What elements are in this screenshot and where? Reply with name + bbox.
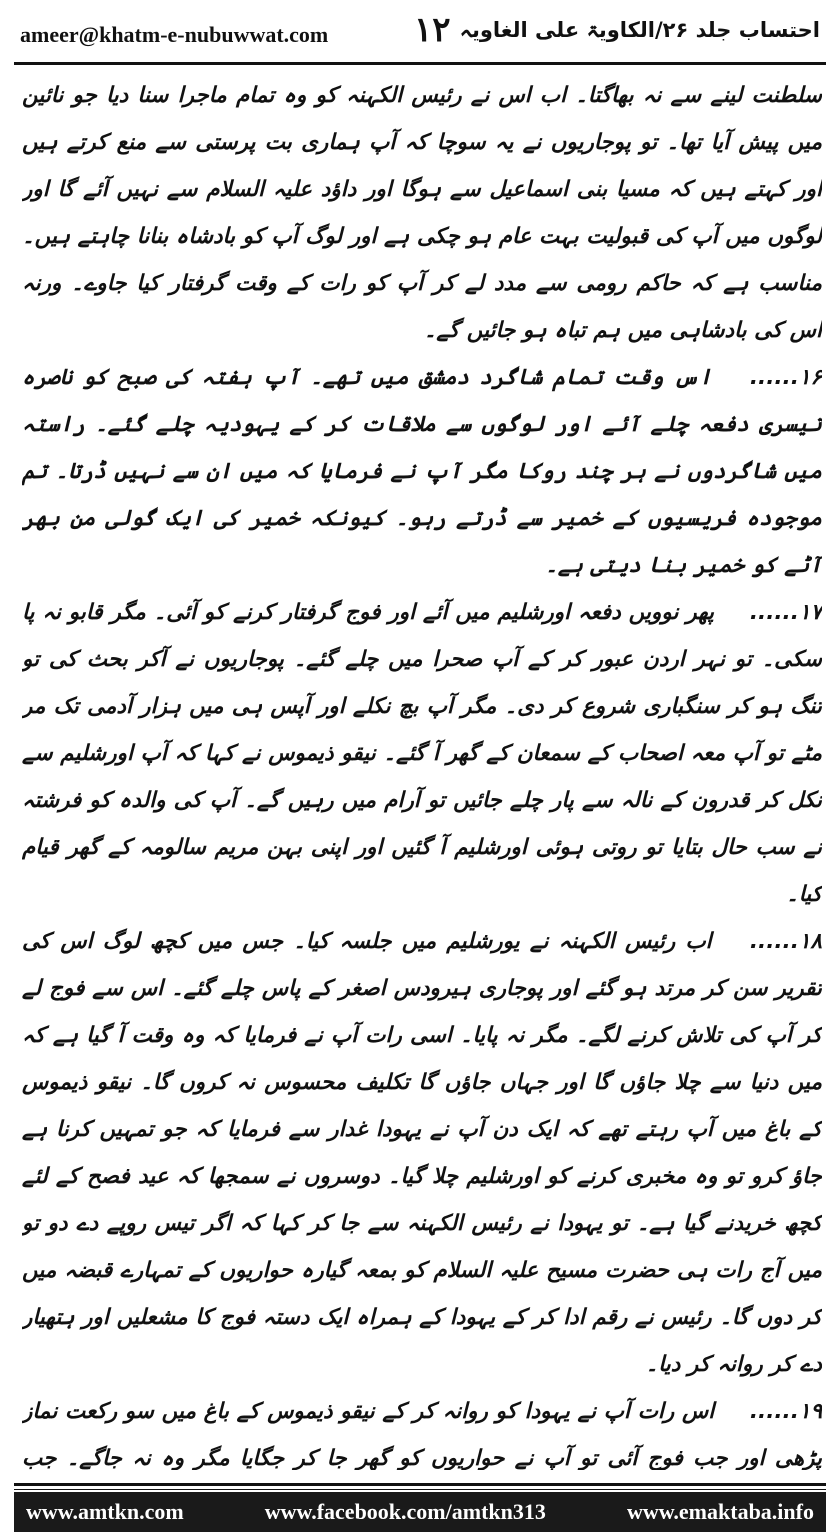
- paragraph-number: ۱۸......: [749, 929, 822, 954]
- book-title: احتساب جلد ۲۶/الکاویۃ علی الغاویہ: [459, 18, 820, 42]
- header-rule: [14, 62, 826, 65]
- paragraph: [22, 1388, 822, 1470]
- paragraph-text: اب رئیس الکہنہ نے یورشلیم میں جلسہ کیا۔ جس میں کچھ لوگ اس کی تقریر سن کر مرتد ہو گئے اور پوجاری ہیرودس اصغر کے پاس چلے گئے۔ اس سے فوج لے کر آپ کی تلاش کرنے لگے۔ مگر نہ پایا۔ اسی رات آپ نے فرمایا کہ وہ وقت آ گیا ہے کہ میں دنیا سے چلا جاؤں گا اور جہاں جاؤں گا تکلیف محسوس نہ کروں گا۔ نیقو ذیموس کے باغ میں آپ رہتے تھے کہ ایک دن آپ نے یہودا غدار سے فرمایا کہ جو تمہیں کرنا ہے جاؤ کرو تو وہ مخبری کرنے کو اورشلیم چلا گیا۔ دوسروں نے سمجھا کہ عید فصح کے لئے کچھ خریدنے گیا ہے۔ تو یہودا نے رئیس الکہنہ سے جا کر کہا کہ اگر تیس روپے دے دو تو میں آج رات ہی حضرت مسیح علیہ السلام کو بمعہ گیارہ حواریوں کے تمہارے قبضہ میں کر دوں گا۔ رئیس نے رقم ادا کر کے یہودا کے ہمراہ ایک دستہ فوج کا مشعلیں اور ہتھیار دے کر روانہ کر دیا۔: [22, 929, 822, 1377]
- body-text: [22, 72, 822, 1470]
- paragraph-number: ۱۶......: [749, 365, 822, 390]
- page-footer: [14, 1492, 826, 1532]
- paragraph-text: سلطنت لینے سے نہ بھاگتا۔ اب اس نے رئیس الکہنہ کو وہ تمام ماجرا سنا دیا جو نائین میں پیش آیا تھا۔ تو پوجاریوں نے یہ سوچا کہ آپ ہماری بت پرستی سے منع کرتے ہیں اور کہتے ہیں کہ مسیا بنی اسماعیل سے ہوگا اور داؤد علیہ السلام سے نہیں آئے گا اور لوگوں میں آپ کی قبولیت بہت عام ہو چکی ہے اور لوگ آپ کو بادشاہ بنانا چاہتے ہیں۔ مناسب ہے کہ حاکم رومی سے مدد لے کر آپ کو رات کے وقت گرفتار کیا جاوے۔ ورنہ اس کی بادشاہی میں ہم تباہ ہو جائیں گے۔: [22, 83, 822, 343]
- footer-link-emaktaba[interactable]: www.emaktaba.info: [626, 1499, 814, 1524]
- paragraph-text: پھر نوویں دفعہ اورشلیم میں آئے اور فوج گرفتار کرنے کو آئی۔ مگر قابو نہ پا سکی۔ تو نہر اردن عبور کر کے آپ صحرا میں چلے گئے۔ پوجاریوں نے آکر بحث کی تو تنگ ہو کر سنگباری شروع کر دی۔ مگر آپ بچ نکلے اور آپس ہی میں ہزار آدمی تک مر مٹے تو آپ معہ اصحاب کے سمعان کے گھر آ گئے۔ نیقو ذیموس نے کہا کہ آپ اورشلیم سے نکل کر قدرون کے نالہ سے پار چلے جائیں تو آرام میں رہیں گے۔ آپ کی والدہ کو فرشتہ نے سب حال بتایا تو روتی ہوئی اورشلیم آ گئیں اور اپنی بہن مریم سالومہ کے گھر قیام کیا۔: [22, 600, 822, 907]
- page-number: ۱۲: [414, 10, 451, 50]
- paragraph-text: اس وقت تمام شاگرد دمشق میں تھے۔ آپ ہفتہ کی صبح کو ناصرہ تیسری دفعہ چلے آئے اور لوگوں سے ملاقات کر کے یہودیہ چلے گئے۔ راستہ میں شاگردوں نے ہر چند روکا مگر آپ نے فرمایا کہ میں ان سے نہیں ڈرتا۔ تم موجودہ فریسیوں کے خمیر سے ڈرتے رہو۔ کیونکہ خمیر کی ایک گولی من بھر آٹے کو خمیر بنا دیتی ہے۔: [22, 365, 822, 578]
- footer-rule: [14, 1483, 826, 1486]
- footer-rule-thin: [14, 1489, 826, 1490]
- paragraph: [22, 72, 822, 354]
- paragraph: [22, 354, 822, 589]
- footer-link-amtkn[interactable]: www.amtkn.com: [26, 1499, 184, 1524]
- paragraph-number: ۱۹......: [749, 1399, 822, 1424]
- paragraph-text: اس رات آپ نے یہودا کو روانہ کر کے نیقو ذیموس کے باغ میں سو رکعت نماز پڑھی اور جب فوج آئی تو آپ نے حواریوں کو گھر جا کر جگایا مگر وہ نہ جاگے۔ جب: [22, 1399, 822, 1470]
- header-email: ameer@khatm-e-nubuwwat.com: [20, 22, 329, 47]
- paragraph: [22, 918, 822, 1388]
- footer-link-facebook[interactable]: www.facebook.com/amtkn313: [264, 1499, 546, 1524]
- paragraph: [22, 589, 822, 918]
- paragraph-number: ۱۷......: [749, 600, 822, 625]
- page-header: [14, 8, 826, 60]
